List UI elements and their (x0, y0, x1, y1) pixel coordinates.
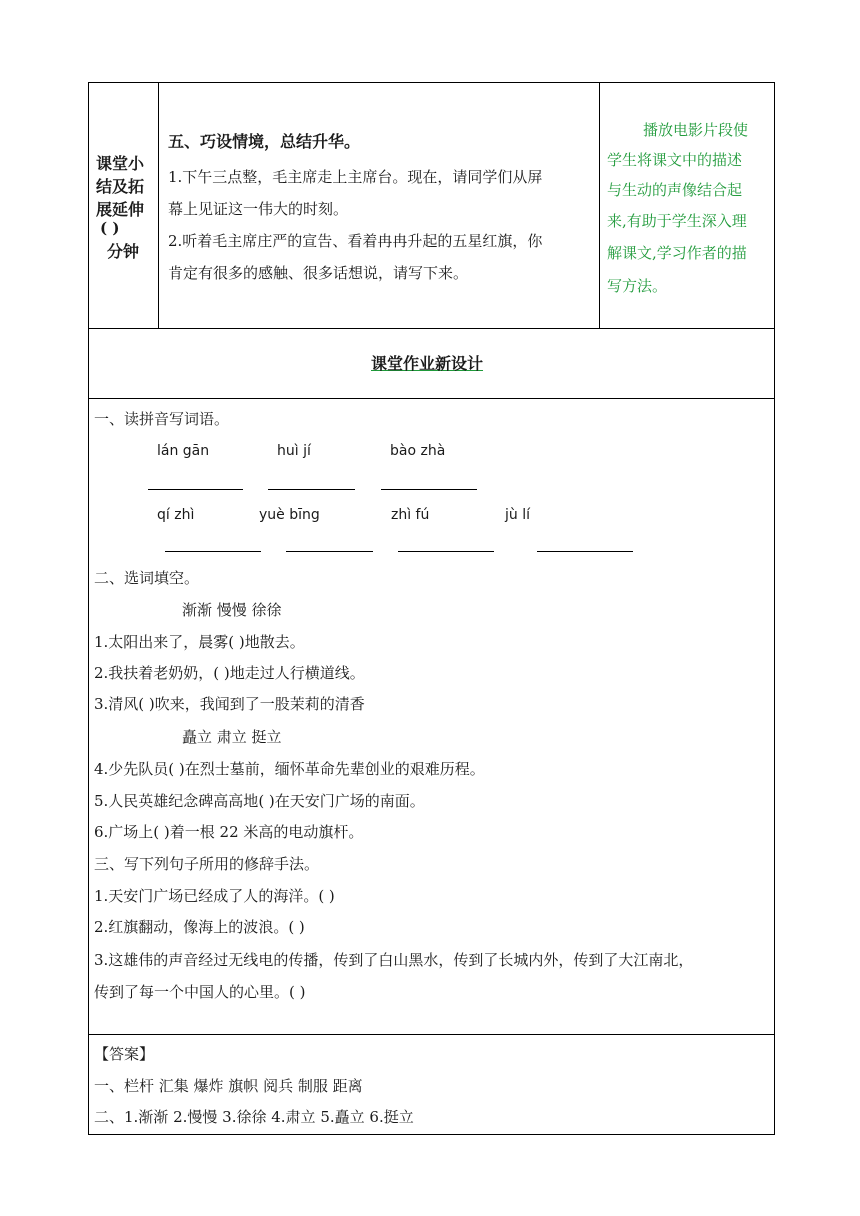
note-line: 播放电影片段使 (643, 121, 749, 139)
answer-blank[interactable] (286, 551, 373, 552)
label-line: 展延伸 (96, 200, 145, 219)
rhetoric-line: 传到了每一个中国人的心里。( ) (94, 983, 306, 1001)
border-row1 (88, 328, 774, 329)
rhetoric-line: 2.红旗翻动，像海上的波浪。( ) (94, 918, 305, 936)
pinyin: huì jí (277, 443, 311, 459)
activity-line: 肯定有很多的感触、很多话想说，请写下来。 (168, 264, 469, 282)
pinyin: zhì fú (391, 507, 430, 523)
pinyin: bào zhà (390, 443, 446, 459)
activity-line: 2.听着毛主席庄严的宣告、看着冉冉升起的五星红旗，你 (168, 232, 543, 250)
fill-line: 5.人民英雄纪念碑高高地( )在天安门广场的南面。 (94, 792, 425, 810)
border-right (774, 82, 775, 1135)
rhetoric-line: 1.天安门广场已经成了人的海洋。( ) (94, 887, 335, 905)
label-line: 课堂小 (96, 154, 145, 173)
fill-line: 2.我扶着老奶奶，( )地走过人行横道线。 (94, 664, 365, 682)
answer-blank[interactable] (398, 551, 494, 552)
border-left (88, 82, 89, 1135)
border-top (88, 82, 774, 83)
rhetoric-line: 3.这雄伟的声音经过无线电的传播，传到了白山黑水，传到了长城内外，传到了大江南北， (94, 951, 694, 969)
pinyin: yuè bīng (259, 507, 320, 523)
answer-line: 一、栏杆 汇集 爆炸 旗帜 阅兵 制服 距离 (94, 1077, 363, 1095)
answer-blank[interactable] (148, 489, 243, 490)
border-row3 (88, 1034, 774, 1035)
fill-line: 3.清风( )吹来，我闻到了一股茉莉的清香 (94, 695, 365, 713)
note-line: 来,有助于学生深入理 (607, 212, 747, 230)
label-line: ( ) (100, 219, 120, 237)
fill-line: 6.广场上( )着一根 22 米高的电动旗杆。 (94, 823, 364, 841)
question-2-title: 二、选词填空。 (94, 569, 200, 587)
pinyin: jù lí (505, 507, 530, 523)
border-bottom (88, 1134, 774, 1135)
homework-title: 课堂作业新设计 (371, 354, 484, 373)
border-col1 (158, 82, 159, 328)
label-line: 结及拓 (96, 177, 145, 196)
label-line: 分钟 (107, 242, 140, 261)
note-line: 写方法。 (607, 277, 668, 295)
border-col2 (599, 82, 600, 328)
fill-line: 1.太阳出来了，晨雾( )地散去。 (94, 633, 305, 651)
activity-line: 幕上见证这一伟大的时刻。 (168, 200, 349, 218)
answer-blank[interactable] (537, 551, 633, 552)
question-3-title: 三、写下列句子所用的修辞手法。 (94, 855, 320, 873)
fill-line: 4.少先队员( )在烈士墓前，缅怀革命先辈创业的艰难历程。 (94, 760, 485, 778)
answer-blank[interactable] (165, 551, 261, 552)
border-row2 (88, 398, 774, 399)
note-line: 与生动的声像结合起 (607, 181, 743, 199)
question-1-title: 一、读拼音写词语。 (94, 410, 230, 428)
answer-line: 二、1.渐渐 2.慢慢 3.徐徐 4.肃立 5.矗立 6.挺立 (94, 1108, 414, 1126)
pinyin: lán gān (157, 443, 210, 459)
answer-blank[interactable] (381, 489, 477, 490)
word-choices: 渐渐 慢慢 徐徐 (182, 601, 282, 619)
word-choices: 矗立 肃立 挺立 (182, 728, 282, 746)
activity-heading: 五、巧设情境，总结升华。 (168, 132, 361, 151)
note-line: 学生将课文中的描述 (607, 151, 743, 169)
note-line: 解课文,学习作者的描 (607, 244, 747, 262)
activity-line: 1.下午三点整，毛主席走上主席台。现在，请同学们从屏 (168, 168, 543, 186)
answers-title: 【答案】 (94, 1045, 155, 1063)
pinyin: qí zhì (157, 507, 195, 523)
answer-blank[interactable] (268, 489, 355, 490)
